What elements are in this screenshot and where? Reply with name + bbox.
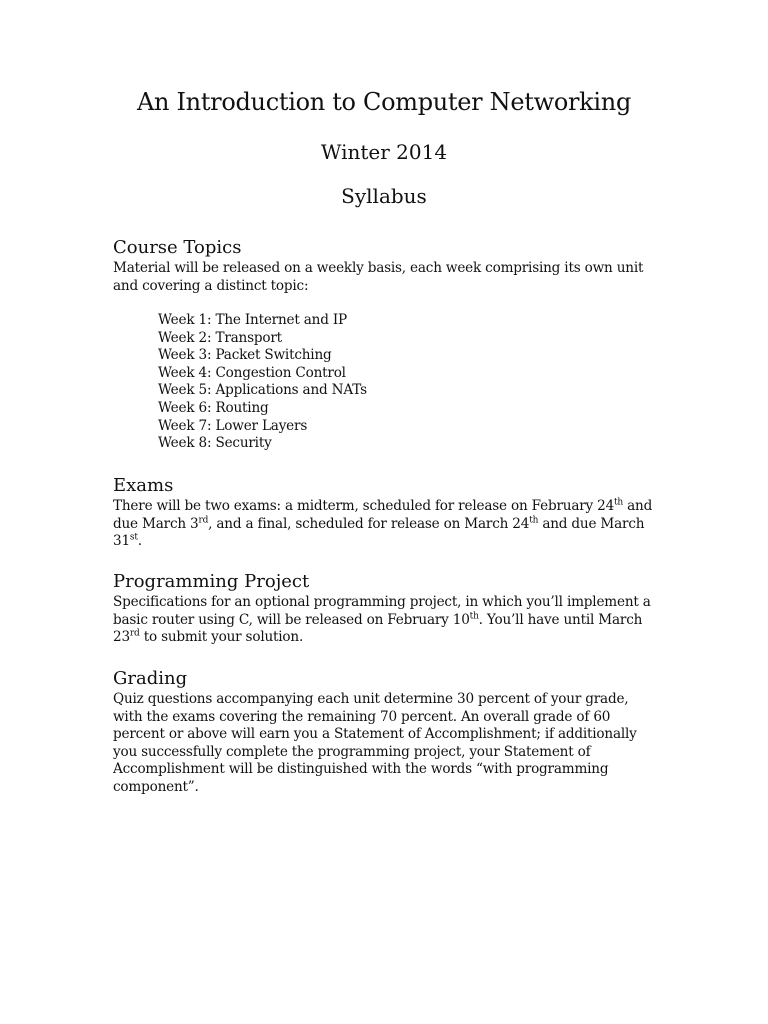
document-title: An Introduction to Computer Networking <box>136 88 632 116</box>
exams-heading: Exams <box>113 475 174 496</box>
list-item: Week 1: The Internet and IP <box>158 312 347 328</box>
grading-section <box>113 667 658 797</box>
course-topics-heading: Course Topics <box>113 237 242 258</box>
course-topics-section <box>113 236 658 295</box>
term-label: Winter 2014 <box>320 140 448 164</box>
exams-text: There will be two exams: a midterm, scheduled for release on February 24th and due March 3rd, and a final, scheduled for release on March 24th and due March 31st. <box>113 497 653 550</box>
document-type-label: Syllabus <box>341 184 427 208</box>
weekly-topics-list <box>158 312 367 453</box>
programming-project-text: Specifications for an optional programming project, in which you’ll implement a basic router using C, will be released on February 10th. You’ll have until March 23rd to submit your solution. <box>113 594 651 646</box>
course-topics-intro: Material will be released on a weekly basis, each week comprising its own unit and covering a distinct topic: <box>113 260 644 294</box>
exams-section <box>113 474 658 551</box>
list-item: Week 4: Congestion Control <box>158 364 346 381</box>
list-item: Week 2: Transport <box>158 329 282 346</box>
grading-heading: Grading <box>113 668 188 689</box>
list-item: Week 8: Security <box>158 435 272 452</box>
programming-project-heading: Programming Project <box>113 571 310 592</box>
list-item: Week 3: Packet Switching <box>158 347 332 364</box>
programming-project-section <box>113 570 658 647</box>
list-item: Week 6: Routing <box>158 399 269 416</box>
grading-text: Quiz questions accompanying each unit determine 30 percent of your grade, with the exams covering the remaining 70 percent. An overall grade of 60 percent or above will earn you a Statement of Accomplishment; if additionally you successfully complete the programming project, your Statement of Accomplishment will be distinguished with the words “with programming component”. <box>113 691 637 795</box>
list-item: Week 7: Lower Layers <box>158 417 308 434</box>
list-item: Week 5: Applications and NATs <box>158 382 367 399</box>
